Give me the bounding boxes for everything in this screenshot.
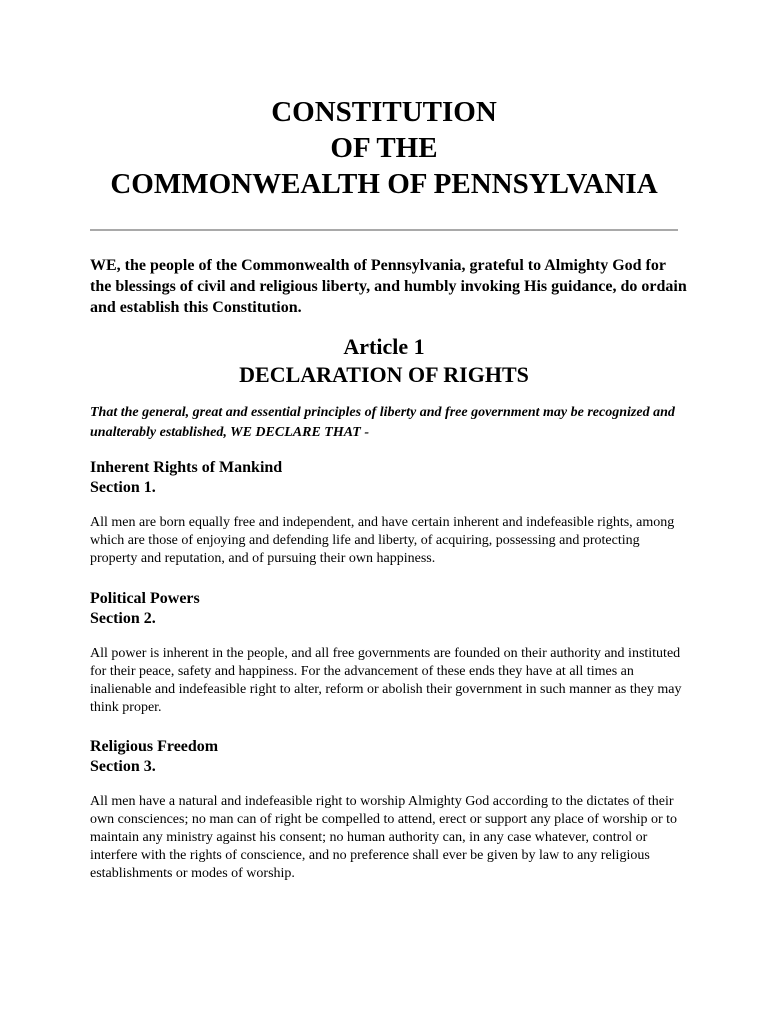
section-title: Political Powers — [90, 590, 200, 607]
section-label: Section 3. — [90, 758, 156, 775]
section-heading — [90, 737, 690, 777]
section-text: All men are born equally free and independent, and have certain inherent and indefeasible rights, among which are those of enjoying and defending life and liberty, of acquiring, possessing and protecting property and reputation, and of pursuing their own happiness. — [90, 515, 675, 566]
section-2 — [90, 589, 690, 717]
section-text: All men have a natural and indefeasible right to worship Almighty God according to the dictates of their own consciences; no man can of right be compelled to attend, erect or support any place of worship or to maintain any ministry against his consent; no human authority can, in any case whatever, control or interfere with the rights of conscience, and no preference shall ever be given by law to any religious establishments or modes of worship. — [90, 794, 678, 881]
section-label: Section 2. — [90, 610, 156, 627]
section-heading — [90, 458, 690, 498]
title-line-1: CONSTITUTION — [271, 96, 497, 128]
section-title: Religious Freedom — [90, 738, 219, 755]
horizontal-rule — [90, 229, 678, 231]
article-heading — [0, 333, 768, 389]
article-number: Article 1 — [343, 334, 425, 359]
section-1 — [90, 458, 690, 568]
article-name: DECLARATION OF RIGHTS — [239, 362, 529, 387]
section-3 — [90, 737, 690, 883]
section-title: Inherent Rights of Mankind — [90, 459, 283, 476]
title-line-2: OF THE — [330, 132, 438, 164]
section-label: Section 1. — [90, 479, 156, 496]
declaration-statement: That the general, great and essential principles of liberty and free government may be recognized and unalterably established, WE DECLARE THAT - — [90, 405, 675, 440]
section-heading — [90, 589, 690, 629]
title-line-3: COMMONWEALTH OF PENNSYLVANIA — [110, 168, 658, 200]
section-text: All power is inherent in the people, and all free governments are founded on their authority and instituted for their peace, safety and happiness. For the advancement of these ends they have at all times an inalienable and indefeasible right to alter, reform or abolish their government in such manner as they may think proper. — [90, 646, 682, 715]
preamble: WE, the people of the Commonwealth of Pennsylvania, grateful to Almighty God for the blessings of civil and religious liberty, and humbly invoking His guidance, do ordain and establish this Constitution. — [90, 257, 687, 316]
document-title — [0, 94, 768, 202]
